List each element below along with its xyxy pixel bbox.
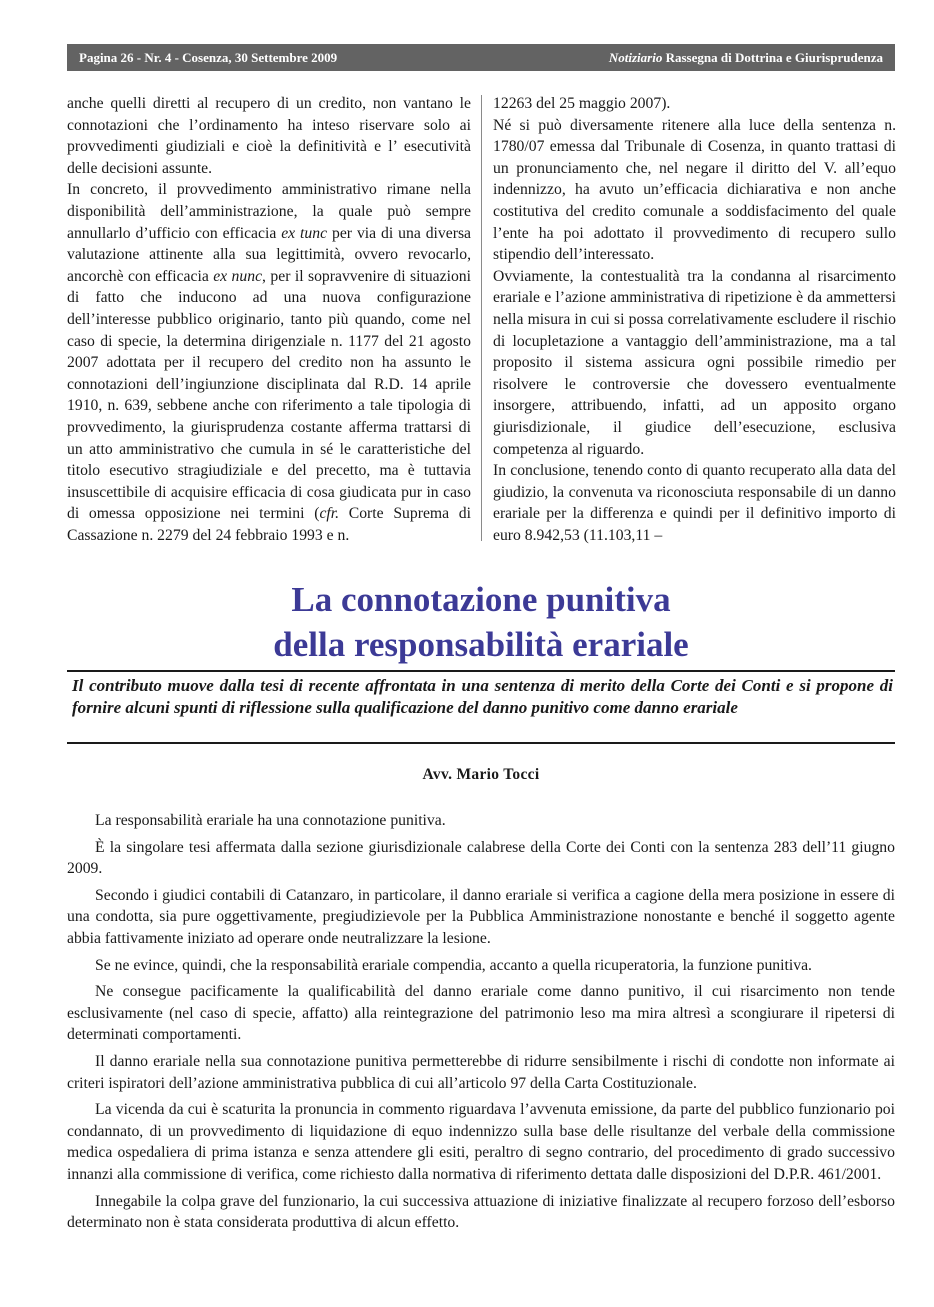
subtitle-top-rule	[67, 670, 895, 672]
article-paragraph: Ne consegue pacificamente la qualificabilità del danno erariale come danno punitivo, il cui risarcimento non tende esclusivamente (nel caso di specie, affatto) alla reintegrazione del patrimonio leso ma mira altresì a scongiurare il ripetersi di determinati comportamenti.	[67, 983, 895, 1044]
header-journal-italic: Notiziario	[608, 49, 663, 65]
article-paragraph: Il danno erariale nella sua connotazione punitiva permetterebbe di ridurre sensibilmente i rischi di condotte non informate ai criteri ispiratori dell’azione amministrativa pubblica di cui all’articolo 97 della Carta Costituzionale.	[67, 1052, 895, 1092]
header-issue-info: Pagina 26 - Nr. 4 - Cosenza, 30 Settembre 2009	[79, 49, 338, 65]
article-author: Avv. Mario Tocci	[422, 766, 540, 783]
left-p2-ex-nunc: ex nunc	[213, 267, 263, 285]
right-paragraph-4: In conclusione, tenendo conto di quanto recuperato alla data del giudizio, la convenuta va riconosciuta responsabile di un danno erariale per la differenza e quindi per il definitivo importo di euro 8.942,53 (11.103,11 –	[493, 462, 896, 544]
running-header	[67, 44, 895, 71]
article-title	[67, 577, 895, 667]
article-paragraph: Innegabile la colpa grave del funzionario, la cui successiva attuazione di iniziative finalizzate al recupero forzoso dell’esborso determinato non è stata considerata produttiva di alcun effetto.	[67, 1192, 895, 1232]
column-divider	[481, 95, 482, 541]
right-paragraph-2: Né si può diversamente ritenere alla luce della sentenza n. 1780/07 emessa dal Tribunale di Cosenza, in quanto trattasi di un pronunciamento che, nel negare il diritto del V. all’equo indennizzo, ha avuto un’efficacia dichiarativa e non anche costitutiva del credito comunale a soddisfacimento del quale l’ente ha poi adottato il provvedimento di recupero sullo stipendio dell’interessato.	[493, 116, 896, 264]
article-paragraph: Secondo i giudici contabili di Catanzaro, in particolare, il danno erariale si verifica a cagione della mera posizione in essere di una condotta, sia pure oggettivamente, pregiudizievole per la Pubblica Amministrazione nonostante e benché il soggetto agente abbia fattivamente iniziato ad operare onde neutralizzare la lesione.	[67, 886, 895, 947]
article-paragraph: È la singolare tesi affermata dalla sezione giurisdizionale calabrese della Corte dei Conti con la sentenza 283 dell’11 giugno 2009.	[67, 838, 895, 878]
header-journal-name	[609, 50, 883, 66]
article-paragraph: Se ne evince, quindi, che la responsabilità erariale compendia, accanto a quella ricuperatoria, la funzione punitiva.	[95, 956, 812, 974]
article-subtitle: Il contributo muove dalla tesi di recente affrontata in una sentenza di merito della Corte dei Conti e si propone di fornire alcuni spunti di riflessione sulla qualificazione del danno punitivo come danno erariale	[72, 676, 893, 717]
subtitle-bottom-rule	[67, 742, 895, 744]
header-journal-rest: Rassegna di Dottrina e Giurisprudenza	[662, 49, 883, 65]
left-p2-text-c: , per il sopravvenire di situazioni di fatto che inducono ad una nuova configurazione dell’interesse pubblico originario, tanto più quando, come nel caso di specie, la determina dirigenziale n. 1177 del 21 agosto 2007 adottata per il recupero del credito non ha assunto le connotazioni dell’ingiunzione disciplinata dal R.D. 14 aprile 1910, n. 639, sebbene anche con riferimento a tale tipologia di provvedimento, la giurisprudenza costante afferma trattarsi di un atto amministrativo che cumula in sé le caratteristiche del titolo esecutivo stragiudiziale e del precetto, ma è tuttavia insuscettibile di acquisire efficacia di cosa giudicata pur in caso di omessa opposizione nei termini (	[67, 267, 472, 523]
article-body	[67, 810, 895, 1239]
left-paragraph-1: anche quelli diretti al recupero di un credito, non vantano le connotazioni che l’ordinamento ha inteso riservare solo ai provvedimenti giudiziali e cioè la definitività e l’ esecutività delle decisioni assunte.	[67, 95, 471, 177]
left-p2-ex-tunc: ex tunc	[281, 224, 328, 242]
left-p2-text-d: Corte Suprema di Cassazione n. 2279 del 24 febbraio 1993 e n.	[67, 505, 471, 544]
left-column	[67, 93, 471, 546]
right-paragraph-3: Ovviamente, la contestualità tra la condanna al risarcimento erariale e l’azione amministrativa di ripetizione è da ammettersi nella misura in cui si possa correlativamente escludere il rischio di locupletazione a vantaggio dell’amministrazione, ma a tal proposito il sistema assicura ogni possibile rimedio per risolvere le controversie che dovessero eventualmente insorgere, attribuendo, infatti, ad un apposito organo giurisdizionale, il giudice dell’esecuzione, esclusiva competenza al riguardo.	[493, 267, 896, 458]
article-title-line-1: La connotazione punitiva	[291, 580, 671, 619]
right-column	[493, 93, 896, 546]
left-p2-text-a: In concreto, il provvedimento amministrativo rimane nella disponibilità dell’amministrazione, la quale può sempre annullarlo d’ufficio con efficacia	[67, 181, 471, 242]
article-paragraph: La vicenda da cui è scaturita la pronuncia in commento riguardava l’avvenuta emissione, da parte del pubblico funzionario poi condannato, di un provvedimento di liquidazione di equo indennizzo sulla base delle risultanze del verbale della commissione medica ospedaliera di prima istanza e senza attendere gli esiti, peraltro di segno contrario, del procedimento di grado successivo innanzi alla commissione di verifica, come richiesto dalla normativa di riferimento dettata dalle disposizioni del D.P.R. 461/2001.	[67, 1101, 895, 1183]
left-p2-text-b: per via di una diversa valutazione attinente alla sua legittimità, ovvero revocarlo, ancorchè con efficacia	[67, 224, 472, 285]
right-paragraph-1: 12263 del 25 maggio 2007).	[493, 95, 671, 112]
left-paragraph-2	[67, 179, 471, 546]
article-title-line-2: della responsabilità erariale	[273, 625, 689, 664]
article-paragraph: La responsabilità erariale ha una connotazione punitiva.	[95, 812, 446, 829]
left-p2-cfr: cfr.	[319, 505, 340, 523]
